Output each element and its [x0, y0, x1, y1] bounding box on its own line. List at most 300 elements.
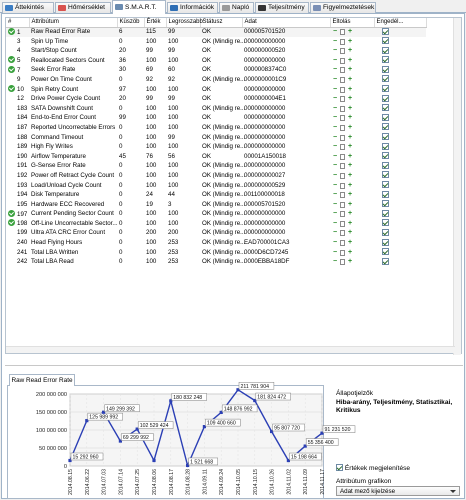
table-row[interactable]	[6, 171, 426, 181]
enabled-checkbox[interactable]	[382, 114, 389, 121]
graph-type-select[interactable]	[336, 486, 460, 496]
cell-value: 69	[146, 66, 153, 74]
col-header-value[interactable]: Érték	[144, 18, 166, 27]
cell-worst: 253	[168, 248, 179, 256]
enabled-checkbox[interactable]	[382, 191, 389, 198]
minus-icon[interactable]: −	[332, 171, 338, 179]
cell-attribute: Head Flying Hours	[31, 239, 83, 247]
tab-temperature[interactable]	[55, 2, 111, 13]
y-tick-label: 100 000 000	[35, 428, 67, 434]
enabled-checkbox[interactable]	[382, 47, 389, 54]
minus-icon[interactable]: −	[332, 210, 338, 218]
cell-worst: 100	[168, 123, 179, 131]
cell-offset	[330, 27, 374, 37]
offset-stepper[interactable]	[332, 182, 353, 190]
cell-enabled	[374, 47, 426, 57]
x-tick-label: 2014.08.06	[152, 469, 158, 495]
cell-data: 000000000000	[244, 85, 286, 93]
table-row[interactable]	[6, 95, 426, 105]
cell-status: OK (Mindig re...	[202, 133, 246, 141]
cell-value: 100	[146, 114, 157, 122]
cell-worst: 100	[168, 210, 179, 218]
plus-icon[interactable]: +	[347, 47, 353, 55]
offset-field[interactable]	[340, 39, 345, 45]
table-row[interactable]	[6, 27, 426, 37]
x-tick-label: 2014.08.17	[168, 469, 175, 495]
minus-icon[interactable]: −	[332, 200, 338, 208]
cell-threshold: 45	[119, 152, 126, 160]
attribute-id: 188	[17, 133, 28, 141]
table-row[interactable]	[6, 37, 426, 47]
cell-worst: 200	[168, 229, 179, 237]
performance-icon	[258, 5, 266, 11]
offset-stepper[interactable]	[332, 38, 353, 46]
enabled-checkbox[interactable]	[382, 200, 389, 207]
data-label: 109 400 660	[206, 420, 236, 427]
table-vertical-scrollbar[interactable]	[453, 18, 461, 355]
plus-icon[interactable]: +	[347, 85, 353, 93]
enabled-checkbox[interactable]	[382, 85, 389, 92]
cell-worst: 99	[168, 95, 175, 103]
enabled-checkbox[interactable]	[382, 28, 389, 35]
offset-field[interactable]	[340, 183, 345, 189]
tab-alerts[interactable]	[310, 2, 376, 13]
offset-field[interactable]	[340, 144, 345, 150]
cell-offset	[330, 152, 374, 162]
cell-id	[6, 56, 29, 66]
offset-field[interactable]	[340, 163, 345, 169]
cell-offset	[330, 37, 374, 47]
info-icon	[170, 5, 178, 11]
cell-value: 99	[146, 47, 153, 55]
cell-worst: 100	[168, 143, 179, 151]
x-tick-label: 2014.06.22	[84, 469, 91, 495]
offset-field[interactable]	[340, 192, 345, 198]
tab-smart[interactable]	[112, 0, 166, 14]
cell-worst: 100	[168, 219, 179, 227]
offset-field[interactable]	[340, 96, 345, 102]
cell-id	[6, 191, 29, 201]
tab-bar	[0, 0, 466, 13]
offset-stepper[interactable]	[332, 124, 353, 132]
attribute-id: 240	[17, 239, 28, 247]
cell-status: OK (Mindig re...	[202, 210, 246, 218]
tab-label: S.M.A.R.T.	[125, 4, 157, 11]
enabled-checkbox[interactable]	[382, 143, 389, 150]
table-row[interactable]	[6, 104, 426, 114]
cell-threshold: 0	[119, 191, 123, 199]
status-flags-label: Állapotjelzők	[336, 390, 374, 397]
offset-stepper[interactable]	[332, 153, 353, 161]
cell-id	[6, 114, 29, 124]
plus-icon[interactable]: +	[347, 239, 353, 247]
enabled-checkbox[interactable]	[382, 56, 389, 63]
plus-icon[interactable]: +	[347, 229, 353, 237]
enabled-checkbox[interactable]	[382, 152, 389, 159]
offset-field[interactable]	[340, 230, 345, 236]
plus-icon[interactable]: +	[347, 37, 353, 45]
plus-icon[interactable]: +	[347, 200, 353, 208]
show-values-checkbox[interactable]	[336, 464, 343, 471]
minus-icon[interactable]: −	[332, 104, 338, 112]
cell-status: OK (Mindig re...	[202, 200, 246, 208]
offset-field[interactable]	[340, 87, 345, 93]
offset-stepper[interactable]	[332, 105, 353, 113]
offset-stepper[interactable]	[332, 95, 353, 103]
enabled-checkbox[interactable]	[382, 219, 389, 226]
x-tick-label: 2014.10.05	[236, 469, 242, 495]
offset-field[interactable]	[340, 154, 345, 160]
offset-field[interactable]	[340, 115, 345, 121]
offset-stepper[interactable]	[332, 47, 353, 55]
plus-icon[interactable]: +	[347, 56, 353, 64]
cell-worst: 100	[168, 37, 179, 45]
cell-enabled	[374, 162, 426, 172]
cell-threshold: 36	[119, 56, 126, 64]
tab-overview[interactable]	[2, 2, 54, 13]
minus-icon[interactable]: −	[332, 181, 338, 189]
cell-worst: 3	[168, 200, 172, 208]
plus-icon[interactable]: +	[347, 123, 353, 131]
col-header-status[interactable]: Státusz	[200, 18, 242, 27]
cell-threshold: 0	[119, 210, 123, 218]
plus-icon[interactable]: +	[347, 171, 353, 179]
cell-id	[6, 162, 29, 172]
cell-data: 001100000018	[244, 191, 285, 199]
minus-icon[interactable]: −	[332, 114, 338, 122]
tab-log[interactable]	[219, 2, 254, 13]
cell-status: OK (Mindig re...	[202, 171, 246, 179]
cell-id	[6, 143, 29, 153]
cell-data: EAD700001CA3	[244, 239, 290, 247]
cell-data: 0000008374C0	[244, 66, 287, 74]
minus-icon[interactable]: −	[332, 123, 338, 131]
cell-worst: 100	[168, 162, 179, 170]
col-header-enabled[interactable]: Engedél...	[374, 18, 426, 27]
minus-icon[interactable]: −	[332, 95, 338, 103]
cell-attribute: Command Timeout	[31, 133, 84, 141]
enabled-checkbox[interactable]	[382, 239, 389, 246]
minus-icon[interactable]: −	[332, 47, 338, 55]
cell-worst: 60	[168, 66, 175, 74]
cell-worst: 99	[166, 27, 200, 37]
table-row[interactable]	[6, 75, 426, 85]
minus-icon[interactable]: −	[332, 191, 338, 199]
cell-data: 000000000000	[244, 210, 286, 218]
enabled-checkbox[interactable]	[382, 95, 389, 102]
offset-field[interactable]	[340, 106, 345, 112]
y-tick-label: 200 000 000	[35, 392, 67, 398]
minus-icon[interactable]: −	[332, 143, 338, 151]
ok-check-icon	[8, 210, 15, 217]
enabled-checkbox[interactable]	[382, 162, 389, 169]
offset-field[interactable]	[340, 221, 345, 227]
cell-attribute: Total LBA Written	[31, 248, 79, 256]
attribute-id: 241	[17, 248, 28, 256]
table-row[interactable]	[6, 248, 426, 258]
enabled-checkbox[interactable]	[382, 210, 389, 217]
cell-attribute: Off-Line Uncorrectable Sector...	[31, 219, 118, 227]
table-row[interactable]	[6, 56, 426, 66]
table-row[interactable]	[6, 152, 426, 162]
cell-id	[6, 239, 29, 249]
cell-data: 000005701520	[242, 27, 330, 37]
table-row[interactable]	[6, 191, 426, 201]
x-tick-label: 2014.08.15	[68, 469, 74, 495]
offset-field[interactable]	[340, 29, 345, 35]
cell-enabled	[374, 56, 426, 66]
attribute-id: 184	[17, 114, 28, 122]
table-row[interactable]	[6, 114, 426, 124]
table-row[interactable]	[6, 200, 426, 210]
offset-stepper[interactable]	[332, 57, 353, 65]
plus-icon[interactable]: +	[347, 66, 353, 74]
cell-enabled	[374, 171, 426, 181]
cell-threshold: 0	[119, 248, 123, 256]
offset-stepper[interactable]	[332, 172, 353, 180]
enabled-checkbox[interactable]	[382, 258, 389, 265]
cell-worst: 100	[168, 56, 179, 64]
plus-icon[interactable]: +	[347, 133, 353, 141]
plus-icon[interactable]: +	[347, 104, 353, 112]
cell-offset	[330, 229, 374, 239]
offset-stepper[interactable]	[332, 76, 353, 84]
x-tick-label: 2014.10.26	[269, 469, 276, 495]
cell-value: 76	[146, 152, 153, 160]
offset-field[interactable]	[340, 250, 345, 256]
offset-stepper[interactable]	[332, 66, 353, 74]
offset-field[interactable]	[340, 259, 345, 265]
plus-icon[interactable]: +	[347, 114, 353, 122]
cell-worst: 100	[168, 114, 179, 122]
table-row[interactable]	[6, 239, 426, 249]
cell-status: OK	[202, 56, 211, 64]
table-row[interactable]	[6, 47, 426, 57]
cell-offset	[330, 47, 374, 57]
table-row[interactable]	[6, 143, 426, 153]
enabled-checkbox[interactable]	[382, 37, 389, 44]
cell-data: 000000000000	[244, 219, 286, 227]
cell-enabled	[374, 114, 426, 124]
cell-status: OK	[202, 95, 211, 103]
offset-stepper[interactable]	[332, 191, 353, 199]
show-values-label: Értékek megjelenítése	[344, 465, 411, 472]
minus-icon[interactable]: −	[332, 66, 338, 74]
ok-check-icon	[8, 28, 15, 35]
cell-threshold: 99	[119, 114, 126, 122]
enabled-checkbox[interactable]	[382, 248, 389, 255]
cell-offset	[330, 258, 374, 268]
offset-stepper[interactable]	[332, 258, 353, 266]
splitter[interactable]	[5, 365, 463, 366]
cell-value: 100	[146, 219, 157, 227]
enabled-checkbox[interactable]	[382, 104, 389, 111]
attribute-id: 195	[17, 200, 28, 208]
offset-stepper[interactable]	[332, 134, 353, 142]
cell-attribute: Power On Time Count	[31, 75, 92, 83]
minus-icon[interactable]: −	[332, 258, 338, 266]
cell-enabled	[374, 258, 426, 268]
table-row[interactable]	[6, 258, 426, 268]
x-tick-label: 2014.07.03	[101, 469, 108, 495]
plus-icon[interactable]: +	[347, 248, 353, 256]
cell-value: 100	[146, 162, 157, 170]
tab-performance[interactable]	[255, 2, 309, 13]
minus-icon[interactable]: −	[332, 239, 338, 247]
offset-field[interactable]	[340, 211, 345, 217]
minus-icon[interactable]: −	[332, 28, 338, 35]
attribute-id: 183	[17, 104, 28, 112]
cell-value: 200	[146, 229, 157, 237]
offset-field[interactable]	[340, 202, 345, 208]
minus-icon[interactable]: −	[332, 85, 338, 93]
col-header-data[interactable]: Adat	[242, 18, 330, 27]
plus-icon[interactable]: +	[347, 258, 353, 266]
cell-status: OK	[202, 85, 211, 93]
offset-stepper[interactable]	[332, 229, 353, 237]
col-header-id[interactable]: #	[6, 18, 29, 27]
plus-icon[interactable]: +	[347, 162, 353, 170]
minus-icon[interactable]: −	[332, 229, 338, 237]
cell-threshold: 97	[119, 85, 126, 93]
cell-value: 100	[146, 104, 157, 112]
col-header-worst[interactable]: Legrosszabb	[166, 18, 200, 27]
cell-offset	[330, 133, 374, 143]
offset-stepper[interactable]	[332, 220, 353, 228]
cell-id	[6, 248, 29, 258]
cell-enabled	[374, 143, 426, 153]
minus-icon[interactable]: −	[332, 162, 338, 170]
cell-value: 115	[144, 27, 166, 37]
table-row[interactable]	[6, 85, 426, 95]
table-horizontal-scrollbar[interactable]	[6, 346, 455, 353]
offset-field[interactable]	[340, 240, 345, 246]
minus-icon[interactable]: −	[332, 152, 338, 160]
table-row[interactable]	[6, 229, 426, 239]
minus-icon[interactable]: −	[332, 133, 338, 141]
enabled-checkbox[interactable]	[382, 133, 389, 140]
plus-icon[interactable]: +	[347, 75, 353, 83]
table-row[interactable]	[6, 181, 426, 191]
cell-offset	[330, 56, 374, 66]
show-values-option[interactable]	[336, 464, 410, 472]
enabled-checkbox[interactable]	[382, 229, 389, 236]
enabled-checkbox[interactable]	[382, 66, 389, 73]
plus-icon[interactable]: +	[347, 191, 353, 199]
cell-enabled	[374, 27, 426, 37]
minus-icon[interactable]: −	[332, 37, 338, 45]
cell-worst: 253	[168, 258, 179, 266]
enabled-checkbox[interactable]	[382, 171, 389, 178]
col-header-threshold[interactable]: Küszöb	[117, 18, 144, 27]
offset-stepper[interactable]	[332, 114, 353, 122]
minus-icon[interactable]: −	[332, 75, 338, 83]
offset-field[interactable]	[340, 67, 345, 73]
enabled-checkbox[interactable]	[382, 123, 389, 130]
offset-stepper[interactable]	[332, 249, 353, 257]
cell-offset	[330, 114, 374, 124]
cell-data: 000000000000	[244, 114, 286, 122]
plus-icon[interactable]: +	[347, 210, 353, 218]
col-header-attribute[interactable]: Attribútum	[29, 18, 117, 27]
offset-stepper[interactable]	[332, 210, 353, 218]
cell-worst: 253	[168, 239, 179, 247]
offset-field[interactable]	[340, 77, 345, 83]
offset-stepper[interactable]	[332, 162, 353, 170]
offset-stepper[interactable]	[332, 28, 353, 36]
tab-label: Információk	[180, 4, 215, 11]
cell-value: 100	[146, 133, 157, 141]
cell-status: OK (Mindig re...	[202, 258, 246, 266]
data-label: 211 781 904	[240, 383, 269, 390]
offset-field[interactable]	[340, 58, 345, 64]
status-flags-value: Hiba-arány, Teljesítmény, Statisztikai, Kritikus	[336, 399, 453, 414]
offset-stepper[interactable]	[332, 239, 353, 247]
minus-icon[interactable]: −	[332, 248, 338, 256]
table-row[interactable]	[6, 133, 426, 143]
data-label: 15 292 960	[72, 454, 99, 461]
y-tick-label: 50 000 000	[39, 446, 67, 452]
cell-threshold: 0	[119, 162, 123, 170]
table-row[interactable]	[6, 210, 426, 220]
x-tick-label: 2014.10.15	[252, 469, 259, 495]
cell-value: 100	[146, 85, 157, 93]
offset-field[interactable]	[340, 173, 345, 179]
plus-icon[interactable]: +	[347, 28, 353, 35]
offset-stepper[interactable]	[332, 201, 353, 209]
tab-label: Teljesítmény	[268, 4, 305, 11]
plus-icon[interactable]: +	[347, 152, 353, 160]
offset-field[interactable]	[340, 125, 345, 131]
offset-stepper[interactable]	[332, 86, 353, 94]
cell-offset	[330, 239, 374, 249]
table-row[interactable]	[6, 219, 426, 229]
cell-threshold: 0	[119, 219, 123, 227]
data-label: 95 807 720	[274, 425, 301, 432]
enabled-checkbox[interactable]	[382, 75, 389, 82]
x-tick-label: 2014.11.02	[286, 469, 293, 495]
table-row[interactable]	[6, 66, 426, 76]
offset-field[interactable]	[340, 135, 345, 141]
tab-graph-attribute[interactable]: Raw Read Error Rate	[9, 374, 75, 386]
plus-icon[interactable]: +	[347, 95, 353, 103]
col-header-offset[interactable]: Eltolás	[330, 18, 374, 27]
offset-stepper[interactable]	[332, 143, 353, 151]
tab-info[interactable]	[167, 2, 218, 13]
x-tick-label: 2014.07.25	[135, 469, 142, 495]
table-row[interactable]	[6, 162, 426, 172]
cell-id	[6, 171, 29, 181]
cell-id	[6, 75, 29, 85]
cell-threshold: 6	[117, 27, 144, 37]
cell-threshold: 20	[119, 47, 126, 55]
cell-status: OK (Mindig re...	[202, 75, 246, 83]
plus-icon[interactable]: +	[347, 143, 353, 151]
data-label: 149 299 392	[106, 406, 135, 413]
offset-field[interactable]	[340, 48, 345, 54]
ok-check-icon	[8, 66, 15, 73]
table-row[interactable]	[6, 123, 426, 133]
enabled-checkbox[interactable]	[382, 181, 389, 188]
minus-icon[interactable]: −	[332, 219, 338, 227]
minus-icon[interactable]: −	[332, 56, 338, 64]
line-chart	[8, 383, 351, 500]
cell-threshold: 0	[119, 229, 123, 237]
plus-icon[interactable]: +	[347, 219, 353, 227]
cell-attribute: End-to-End Error Count	[31, 114, 96, 122]
cell-data: 0000000001C9	[244, 75, 287, 83]
plus-icon[interactable]: +	[347, 181, 353, 189]
